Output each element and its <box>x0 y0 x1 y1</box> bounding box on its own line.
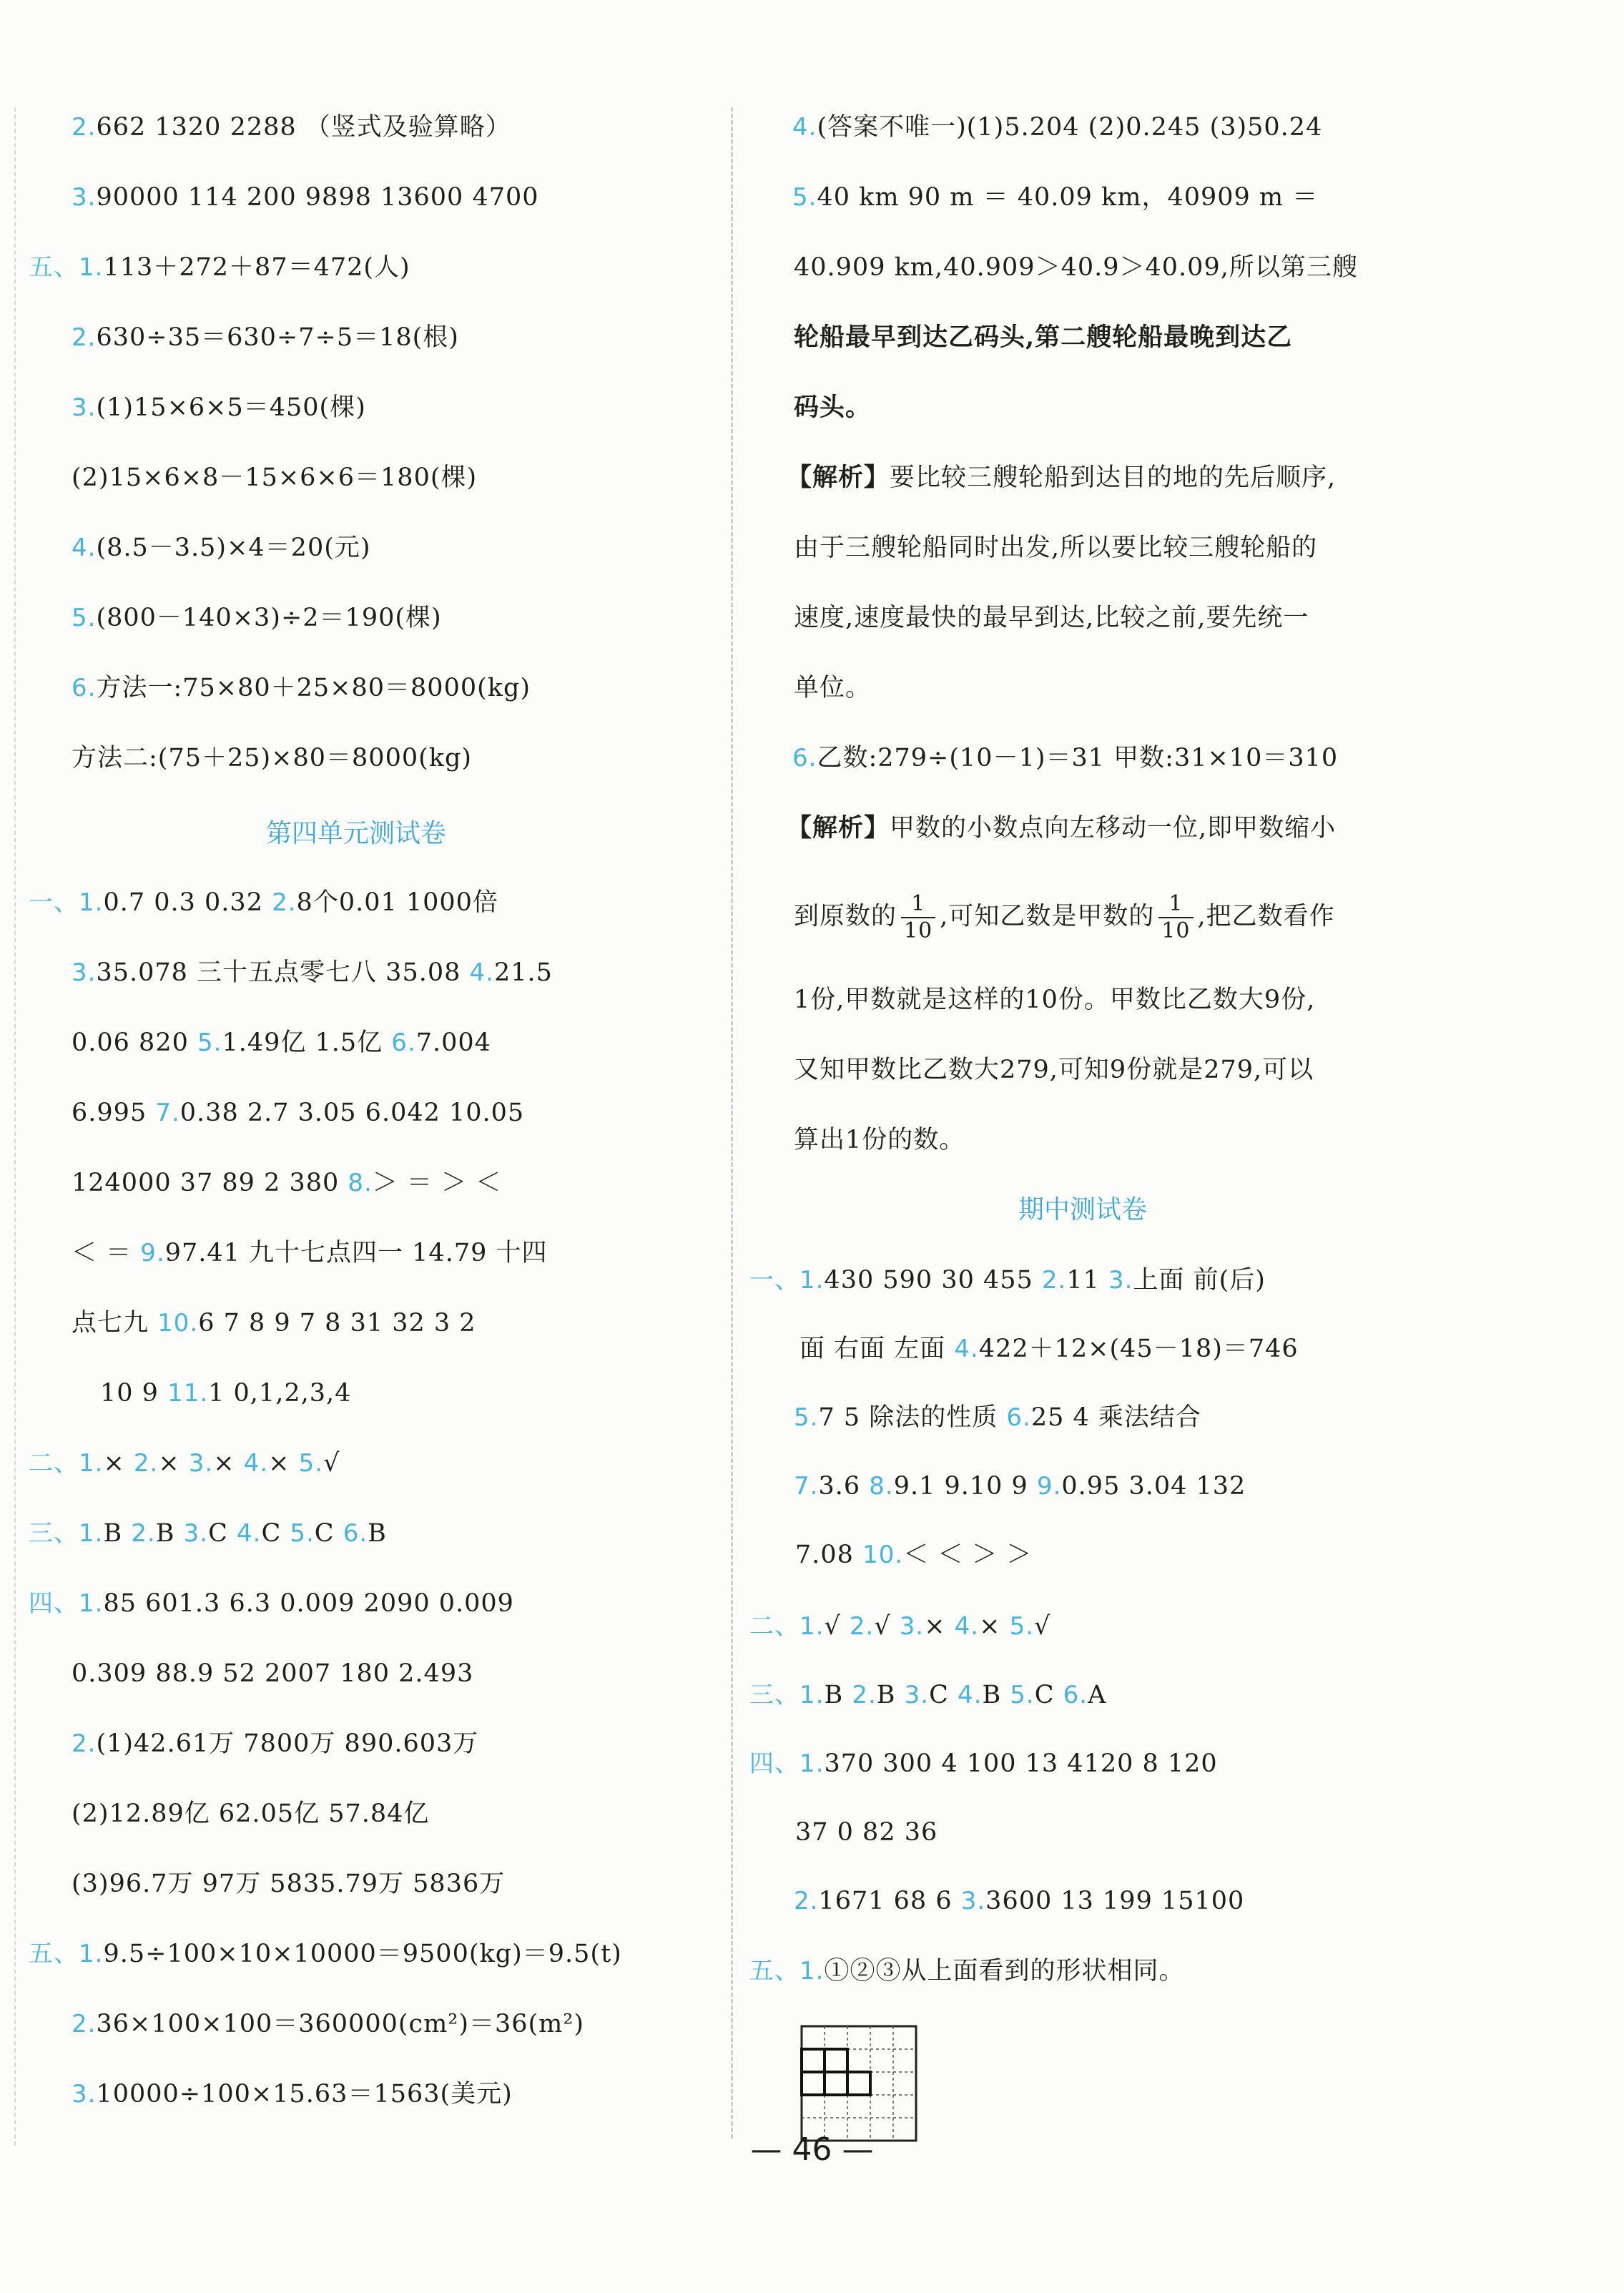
answer-text: 上面 前(后) <box>1133 1266 1266 1295</box>
question-number: 3. <box>899 1612 925 1641</box>
question-number: 3. <box>183 1519 209 1548</box>
answer-line <box>72 530 371 566</box>
answer-line <box>749 1746 1218 1782</box>
question-number: 五、1. <box>29 1940 104 1968</box>
answer-line <box>749 1262 1266 1298</box>
question-number: 二、1. <box>29 1449 104 1478</box>
answer-line <box>72 320 459 355</box>
answer-line <box>794 982 1315 1018</box>
question-number: 2. <box>272 888 297 917</box>
question-number: 7. <box>155 1099 180 1127</box>
answer-line <box>795 1537 1033 1573</box>
answer-line <box>792 109 1322 145</box>
answer-line <box>72 740 472 776</box>
answer-line <box>794 1883 1244 1919</box>
question-number: 一、1. <box>749 1266 825 1295</box>
answer-text: A <box>1088 1681 1107 1709</box>
answer-text: B <box>368 1519 387 1548</box>
page-number: — 46 — <box>750 2131 874 2168</box>
answer-text: (答案不唯一)(1)5.204 (2)0.245 (3)50.24 <box>817 113 1323 142</box>
answer-text: 8个0.01 1000倍 <box>296 888 498 917</box>
question-number: 3. <box>1108 1266 1133 1295</box>
question-number: 4. <box>957 1681 983 1709</box>
answer-text: C <box>314 1519 343 1548</box>
answer-text: C <box>261 1519 290 1548</box>
question-number: 2. <box>131 1519 156 1548</box>
question-number: 3. <box>960 1887 986 1915</box>
answer-text: 36×100×100＝360000(cm²)＝36(m²) <box>96 2010 585 2038</box>
answer-line <box>29 1936 622 1972</box>
answer-text: × <box>268 1449 299 1478</box>
fraction-line-text-mid: ,可知乙数是甲数的 <box>940 902 1155 931</box>
answer-line <box>794 320 1292 355</box>
question-number: 6. <box>1006 1403 1031 1432</box>
answer-text: 10000÷100×15.63＝1563(美元) <box>96 2080 513 2108</box>
answer-text: 1.49亿 1.5亿 <box>222 1028 392 1057</box>
answer-line <box>794 600 1309 636</box>
question-number: 3. <box>72 958 97 987</box>
answer-text: (3)96.7万 97万 5835.79万 5836万 <box>72 1870 506 1898</box>
question-number: 5. <box>1009 1612 1035 1641</box>
answer-line <box>72 2006 584 2042</box>
question-number: 2. <box>852 1681 877 1709</box>
question-number: 5. <box>794 1403 819 1432</box>
answer-text: × <box>103 1449 134 1478</box>
answer-text: 轮船最早到达乙码头,第二艘轮船最晚到达乙 <box>794 323 1293 352</box>
question-number: 2. <box>72 2010 97 2038</box>
answer-text: C <box>929 1681 958 1709</box>
answer-text: ＜ ＜ ＞ ＞ <box>903 1541 1033 1569</box>
answer-text: 1份,甲数就是这样的10份。甲数比乙数大9份, <box>794 986 1316 1014</box>
question-number: 2. <box>849 1612 875 1641</box>
answer-text: × <box>213 1449 244 1478</box>
answer-text: 40.909 km,40.909＞40.9＞40.09,所以第三艘 <box>794 253 1358 282</box>
answer-line <box>787 810 1336 846</box>
answer-text: √ <box>323 1449 340 1478</box>
answer-line <box>72 1025 491 1061</box>
answer-text: ①②③从上面看到的形状相同。 <box>824 1957 1185 1985</box>
answer-text: 662 1320 2288 （竖式及验算略） <box>96 113 511 142</box>
view-cell <box>802 2049 825 2072</box>
fraction-numerator: 1 <box>1158 891 1193 918</box>
question-number: 3. <box>72 183 97 212</box>
answer-text: 【解析】 <box>787 463 890 492</box>
answer-text: 乙数:279÷(10－1)＝31 甲数:31×10＝310 <box>817 744 1339 772</box>
answer-text: × <box>158 1449 189 1478</box>
answer-text: 6 7 8 9 7 8 31 32 3 2 <box>198 1309 476 1337</box>
answer-line <box>72 1796 429 1832</box>
question-number: 2. <box>794 1887 819 1915</box>
question-number: 2. <box>72 113 97 142</box>
answer-text: 422＋12×(45－18)＝746 <box>978 1335 1299 1363</box>
answer-line <box>72 180 539 215</box>
question-number: 5. <box>197 1028 222 1057</box>
question-number: 四、1. <box>749 1749 825 1778</box>
question-number: 5. <box>792 183 817 212</box>
question-number: 4. <box>954 1612 980 1641</box>
answer-text: (2)12.89亿 62.05亿 57.84亿 <box>72 1799 430 1828</box>
question-number: 3. <box>72 2080 97 2108</box>
answer-line <box>72 1866 505 1902</box>
answer-line <box>794 1400 1201 1435</box>
view-cell <box>825 2072 847 2095</box>
question-number: 8. <box>869 1472 894 1501</box>
question-number: 6. <box>72 674 97 702</box>
answer-line <box>72 1095 524 1131</box>
answer-text: (1)15×6×5＝450(棵) <box>96 393 366 422</box>
question-number: 四、1. <box>29 1589 104 1618</box>
answer-text: 9.1 9.10 9 <box>893 1472 1037 1501</box>
question-number: 五、1. <box>29 253 104 282</box>
question-number: 8. <box>348 1169 373 1197</box>
answer-text: √ <box>874 1612 900 1641</box>
answer-line <box>72 1656 473 1691</box>
answer-text: B <box>824 1681 852 1709</box>
answer-text: 1 0,1,2,3,4 <box>208 1379 352 1408</box>
answer-text: 430 590 30 455 <box>824 1266 1042 1295</box>
answer-text: 单位。 <box>794 674 872 702</box>
answer-text: 10 9 <box>100 1379 168 1408</box>
answer-line <box>792 740 1338 776</box>
answer-text: B <box>982 1681 1010 1709</box>
answer-text: 0.06 820 <box>72 1028 197 1057</box>
answer-line <box>72 1165 501 1201</box>
answer-text: 由于三艘轮船同时出发,所以要比较三艘轮船的 <box>794 534 1318 562</box>
answer-text: B <box>103 1519 132 1548</box>
answer-line <box>29 250 410 285</box>
answer-text: 25 4 乘法结合 <box>1030 1403 1201 1432</box>
answer-text: B <box>155 1519 184 1548</box>
answer-text: × <box>924 1612 955 1641</box>
fraction-one-tenth-b <box>1158 891 1193 944</box>
answer-text: 1671 68 6 <box>818 1887 961 1915</box>
answer-text: 40 km 90 m ＝ 40.09 km，40909 m ＝ <box>817 183 1319 212</box>
answer-text: 7 5 除法的性质 <box>818 1403 1007 1432</box>
answer-text: 【解析】 <box>787 813 890 843</box>
question-number: 6. <box>343 1519 368 1548</box>
answer-text: 方法二:(75＋25)×80＝8000(kg) <box>72 744 473 772</box>
question-number: 三、1. <box>29 1519 104 1548</box>
fraction-denominator: 10 <box>904 918 933 943</box>
answer-text: 0.309 88.9 52 2007 180 2.493 <box>72 1659 474 1688</box>
answer-text: ＞ ＝ ＞ ＜ <box>372 1169 502 1197</box>
answer-line <box>100 1375 351 1411</box>
answer-text: (8.5－3.5)×4＝20(元) <box>96 534 371 562</box>
question-number: 4. <box>954 1335 979 1363</box>
view-cell <box>847 2072 870 2095</box>
top-view-grid-figure <box>799 2024 918 2143</box>
question-number: 三、1. <box>749 1681 825 1709</box>
answer-text: 90000 114 200 9898 13600 4700 <box>96 183 539 212</box>
fraction-numerator: 1 <box>901 891 935 918</box>
question-number: 4. <box>469 958 494 987</box>
answer-line <box>29 885 498 920</box>
answer-text: 又知甲数比乙数大279,可知9份就是279,可以 <box>794 1056 1314 1084</box>
question-number: 9. <box>1036 1472 1062 1501</box>
question-number: 6. <box>1063 1681 1088 1709</box>
answer-text: √ <box>1034 1612 1051 1641</box>
question-number: 10. <box>157 1309 199 1337</box>
fraction-line-text-after: ,把乙数看作 <box>1197 902 1335 931</box>
answer-line <box>29 1516 387 1551</box>
answer-text: C <box>1034 1681 1063 1709</box>
answer-line <box>794 250 1358 285</box>
answer-text: C <box>208 1519 237 1548</box>
answer-text: 0.7 0.3 0.32 <box>103 888 272 917</box>
view-cell <box>802 2072 825 2095</box>
question-number: 二、1. <box>749 1612 825 1641</box>
question-number: 2. <box>133 1449 159 1478</box>
question-number: 2. <box>72 323 97 352</box>
answer-line <box>29 1586 514 1621</box>
answer-text: 7.08 <box>795 1541 863 1569</box>
fraction-explanation-line <box>794 891 1335 944</box>
answer-line <box>794 1122 965 1158</box>
question-number: 10. <box>862 1541 904 1569</box>
answer-text: 算出1份的数。 <box>794 1126 965 1154</box>
answer-line <box>799 1331 1299 1367</box>
question-number: 5. <box>298 1449 324 1478</box>
fraction-line-text-before: 到原数的 <box>794 902 897 931</box>
answer-text: (800－140×3)÷2＝190(棵) <box>96 604 442 632</box>
answer-line <box>72 460 477 496</box>
question-number: 五、1. <box>749 1957 825 1985</box>
answer-text: 113＋272＋87＝472(人) <box>103 253 410 282</box>
answer-line <box>794 390 871 426</box>
answer-line <box>794 1052 1314 1088</box>
question-number: 2. <box>72 1729 97 1758</box>
question-number: 6. <box>391 1028 416 1057</box>
answer-line <box>787 460 1336 496</box>
answer-text: 370 300 4 100 13 4120 8 120 <box>824 1749 1218 1778</box>
answer-line <box>72 1235 548 1271</box>
question-number: 5. <box>1010 1681 1035 1709</box>
question-number: 4. <box>243 1449 269 1478</box>
answer-text: (1)42.61万 7800万 890.603万 <box>96 1729 479 1758</box>
question-number: 9. <box>140 1239 165 1267</box>
answer-line <box>72 1305 476 1341</box>
answer-text: × <box>979 1612 1010 1641</box>
question-number: 4. <box>792 113 817 142</box>
left-margin-guide <box>14 107 16 2146</box>
answer-text: 码头。 <box>794 393 872 422</box>
answer-line <box>749 1677 1106 1713</box>
answer-line <box>72 955 553 991</box>
answer-line <box>29 1445 340 1481</box>
answer-line <box>72 670 531 706</box>
answer-line <box>72 2076 513 2112</box>
question-number: 6. <box>792 744 817 772</box>
answer-line <box>72 600 442 636</box>
answer-text: 124000 37 89 2 380 <box>72 1169 348 1197</box>
question-number: 3. <box>904 1681 930 1709</box>
answer-text: 11 <box>1066 1266 1109 1295</box>
answer-text: ＜ ＝ <box>72 1239 141 1267</box>
answer-text: 3600 13 199 15100 <box>985 1887 1245 1915</box>
answer-line <box>72 109 511 145</box>
answer-text: 速度,速度最快的最早到达,比较之前,要先统一 <box>794 604 1309 632</box>
answer-text: 21.5 <box>493 958 553 987</box>
question-number: 7. <box>794 1472 819 1501</box>
answer-line <box>792 180 1318 215</box>
question-number: 11. <box>167 1379 209 1408</box>
answer-line <box>795 1815 938 1850</box>
answer-line <box>794 1468 1246 1504</box>
answer-line <box>72 1726 478 1762</box>
question-number: 2. <box>1041 1266 1067 1295</box>
answer-text: 35.078 三十五点零七八 35.08 <box>96 958 470 987</box>
answer-text: 9.5÷100×10×10000＝9500(kg)＝9.5(t) <box>103 1940 622 1968</box>
answer-text: 3.6 <box>818 1472 870 1501</box>
question-number: 一、1. <box>29 888 104 917</box>
grid-border <box>802 2026 916 2141</box>
answer-text: 0.38 2.7 3.05 6.042 10.05 <box>179 1099 525 1127</box>
answer-text: 85 601.3 6.3 0.009 2090 0.009 <box>103 1589 514 1618</box>
answer-line <box>72 390 366 426</box>
answer-text: B <box>876 1681 905 1709</box>
answer-text: √ <box>824 1612 850 1641</box>
question-number: 5. <box>290 1519 315 1548</box>
answer-text: 37 0 82 36 <box>795 1818 938 1847</box>
answer-text: 要比较三艘轮船到达目的地的先后顺序, <box>890 463 1337 492</box>
column-divider <box>731 107 733 2139</box>
question-number: 4. <box>236 1519 262 1548</box>
answer-text: 方法一:75×80＋25×80＝8000(kg) <box>96 674 531 702</box>
answer-line <box>749 1953 1184 1989</box>
answer-text: 面 右面 左面 <box>799 1335 955 1363</box>
question-number: 3. <box>188 1449 214 1478</box>
answer-text: 630÷35＝630÷7÷5＝18(根) <box>96 323 459 352</box>
question-number: 3. <box>72 393 97 422</box>
answer-text: 97.41 九十七点四一 14.79 十四 <box>164 1239 548 1267</box>
unit-four-test-heading: 第四单元测试卷 <box>266 819 447 848</box>
answer-text: 甲数的小数点向左移动一位,即甲数缩小 <box>890 814 1337 843</box>
fraction-denominator: 10 <box>1161 918 1191 943</box>
question-number: 4. <box>72 534 97 562</box>
answer-line <box>794 670 871 706</box>
question-number: 5. <box>72 604 97 632</box>
answer-line <box>794 530 1317 566</box>
midterm-test-heading: 期中测试卷 <box>1018 1195 1148 1224</box>
answer-text: 6.995 <box>72 1099 156 1127</box>
answer-text: 7.004 <box>415 1028 491 1057</box>
fraction-one-tenth-a <box>901 891 935 944</box>
view-cell <box>825 2049 847 2072</box>
answer-text: (2)15×6×8－15×6×6＝180(棵) <box>72 463 478 492</box>
answer-text: 点七九 <box>72 1309 158 1337</box>
answer-text: 0.95 3.04 132 <box>1061 1472 1246 1501</box>
answer-line <box>749 1609 1050 1644</box>
